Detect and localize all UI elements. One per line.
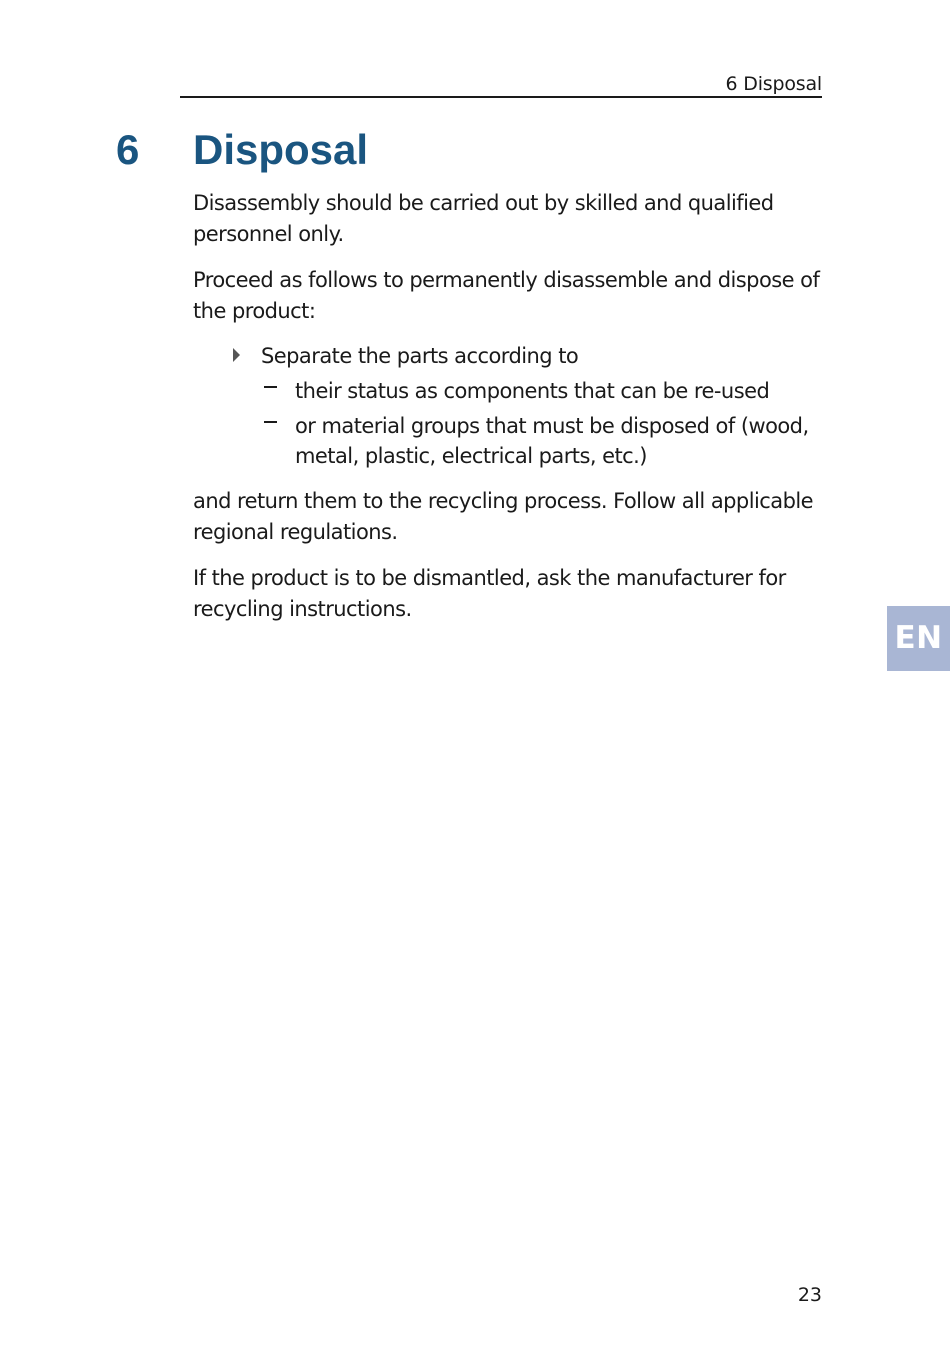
dash-bullet-icon bbox=[264, 421, 277, 423]
chapter-number: 6 bbox=[116, 126, 140, 173]
running-header: 6 Disposal bbox=[725, 73, 822, 95]
dash-bullet-icon bbox=[264, 386, 277, 388]
chapter-title: Disposal bbox=[193, 126, 369, 173]
paragraph-qualified-personnel: Disassembly should be carried out by skilled and qualified personnel only. bbox=[193, 191, 774, 246]
paragraph-dismantling-instructions: If the product is to be dismantled, ask the manufacturer for recycling instructions. bbox=[193, 566, 786, 621]
language-tab: EN bbox=[887, 606, 950, 671]
paragraph-recycling-process: and return them to the recycling process. Follow all applicable regional regulations. bbox=[193, 489, 814, 544]
sub-list-item-label: or material groups that must be disposed of (wood, metal, plastic, electrical parts, etc.) bbox=[295, 414, 809, 468]
sub-list-item-label: their status as components that can be re-used bbox=[295, 379, 770, 403]
triangle-bullet-icon bbox=[233, 348, 240, 362]
header-rule bbox=[180, 96, 822, 98]
paragraph-procedure-intro: Proceed as follows to permanently disassemble and dispose of the product: bbox=[193, 268, 820, 323]
page-number: 23 bbox=[797, 1284, 822, 1306]
list-item-label: Separate the parts according to bbox=[261, 344, 579, 368]
